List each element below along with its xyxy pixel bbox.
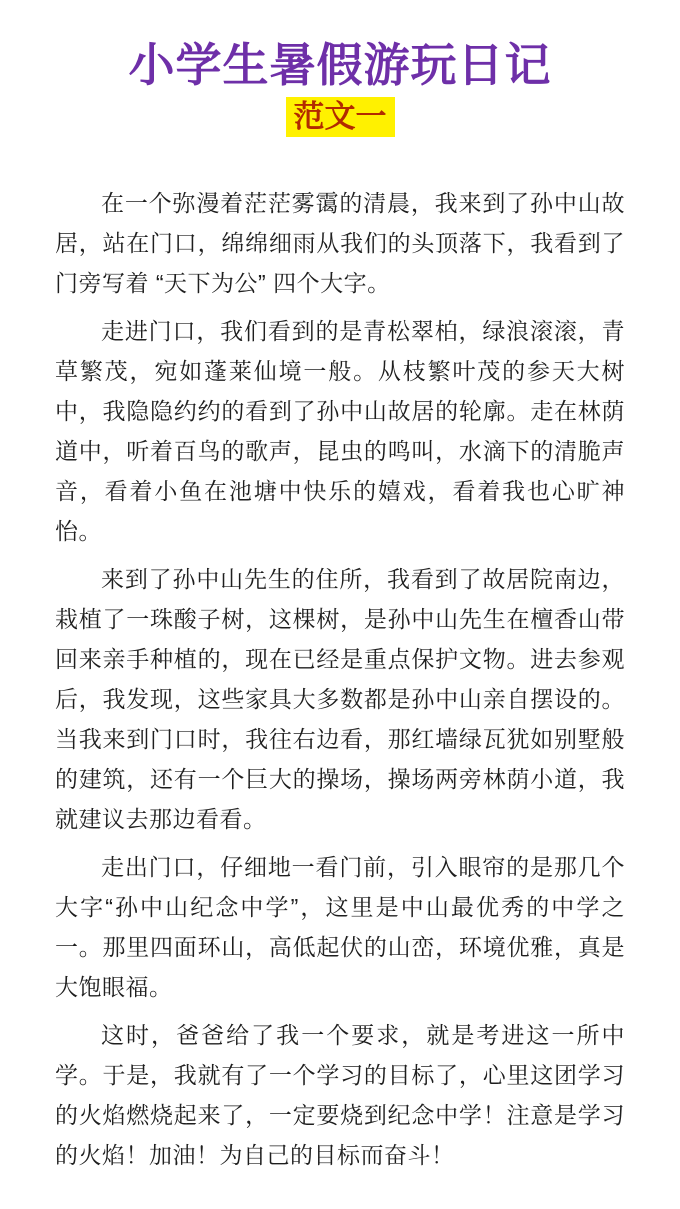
paragraph-5: 这时，爸爸给了我一个要求，就是考进这一所中学。于是，我就有了一个学习的目标了，心里这团学习的火焰燃烧起来了，一定要烧到纪念中学！注意是学习的火焰！加油！为自己的目标而奋斗！ [55,1022,625,1169]
page-title: 小学生暑假游玩日记 [128,38,552,92]
essay-body [55,183,625,1175]
paragraph-3: 来到了孙中山先生的住所，我看到了故居院南边，栽植了一珠酸子树，这棵树，是孙中山先生在檀香山带回来亲手种植的，现在已经是重点保护文物。进去参观后，我发现，这些家具大多数都是孙中山亲自摆设的。当我来到门口时，我往右边看，那红墙绿瓦犹如别墅般的建筑，还有一个巨大的操场，操场两旁林荫小道，我就建议去那边看看。 [55,566,625,833]
paragraph-1: 在一个弥漫着茫茫雾霭的清晨，我来到了孙中山故居，站在门口，绵绵细雨从我们的头顶落下，我看到了门旁写着 “天下为公” 四个大字。 [55,190,625,297]
subtitle-row [0,97,680,137]
paragraph-4: 走出门口，仔细地一看门前，引入眼帘的是那几个大字“孙中山纪念中学”，这里是中山最优秀的中学之一。那里四面环山，高低起伏的山峦，环境优雅，真是大饱眼福。 [55,854,625,1001]
subtitle-highlight: 范文一 [286,97,395,137]
paragraph-2: 走进门口，我们看到的是青松翠柏，绿浪滚滚，青草繁茂，宛如蓬莱仙境一般。从枝繁叶茂的参天大树中，我隐隐约约的看到了孙中山故居的轮廓。走在林荫道中，听着百鸟的歌声，昆虫的鸣叫，水滴下的清脆声音，看着小鱼在池塘中快乐的嬉戏，看着我也心旷神怡。 [55,318,625,545]
